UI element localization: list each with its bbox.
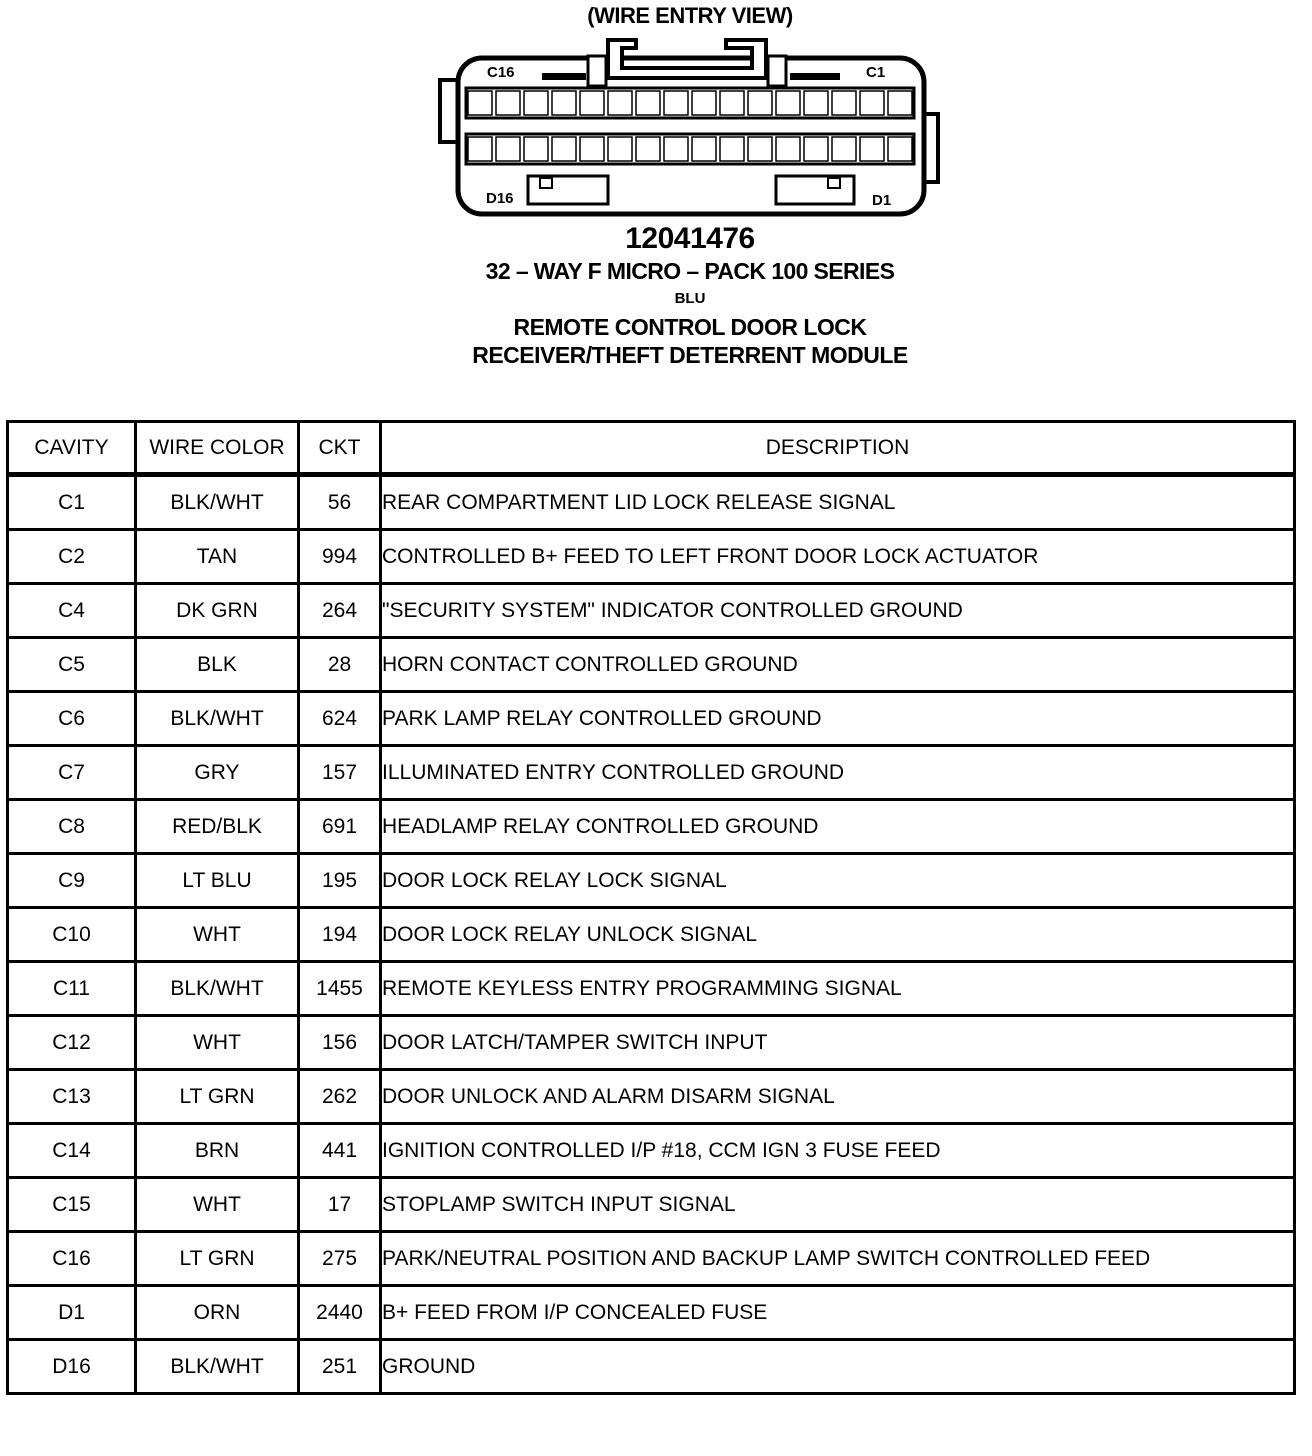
cavity [524,91,548,115]
cell-wire-color: DK GRN [136,584,299,638]
part-number: 12041476 [625,222,755,255]
cell-wire-color: BLK/WHT [136,962,299,1016]
table-row [8,1232,1295,1286]
cavity [748,137,772,161]
cell-wire-color: WHT [136,1178,299,1232]
table-row [8,1286,1295,1340]
cavity [720,137,744,161]
connector-diagram [430,30,950,225]
cavity [468,137,492,161]
cell-ckt: 441 [299,1124,381,1178]
cavity [524,137,548,161]
cavity [636,91,660,115]
table-row [8,1124,1295,1178]
cavity [860,91,884,115]
connector-type: 32 – WAY F MICRO – PACK 100 SERIES [485,258,895,284]
connector-latch-post-left [588,56,606,86]
cell-ckt: 157 [299,746,381,800]
label-c16: C16 [487,64,515,81]
module-name-line-1: REMOTE CONTROL DOOR LOCK [513,314,867,340]
cell-cavity: C14 [8,1124,136,1178]
cell-cavity: C16 [8,1232,136,1286]
cell-cavity: C5 [8,638,136,692]
cell-description: PARK LAMP RELAY CONTROLLED GROUND [381,692,1295,746]
table-row [8,962,1295,1016]
cavity [664,91,688,115]
cavity [776,91,800,115]
table-row [8,584,1295,638]
connector-key-right-notch [828,178,840,188]
cavity [580,91,604,115]
header-wire-color: WIRE COLOR [136,422,299,475]
table-row [8,692,1295,746]
cell-cavity: C6 [8,692,136,746]
cell-ckt: 156 [299,1016,381,1070]
cavity [804,137,828,161]
cell-description: REAR COMPARTMENT LID LOCK RELEASE SIGNAL [381,475,1295,530]
table-row [8,1070,1295,1124]
table-row [8,530,1295,584]
cell-description: PARK/NEUTRAL POSITION AND BACKUP LAMP SWITCH CONTROLLED FEED [381,1232,1295,1286]
cavity [888,137,912,161]
cavity [496,91,520,115]
view-label: (WIRE ENTRY VIEW) [587,3,793,28]
cell-description: "SECURITY SYSTEM" INDICATOR CONTROLLED GROUND [381,584,1295,638]
pinout-table [6,420,1296,1395]
cell-ckt: 17 [299,1178,381,1232]
cavity [608,91,632,115]
cavity [720,91,744,115]
table-row [8,1178,1295,1232]
cell-cavity: C13 [8,1070,136,1124]
table-row [8,638,1295,692]
cell-ckt: 994 [299,530,381,584]
label-d16: D16 [486,190,514,207]
cell-wire-color: ORN [136,1286,299,1340]
cavity [496,137,520,161]
cell-ckt: 56 [299,475,381,530]
cell-wire-color: BLK [136,638,299,692]
cell-description: DOOR LATCH/TAMPER SWITCH INPUT [381,1016,1295,1070]
connector-color: BLU [674,290,706,307]
cell-wire-color: WHT [136,1016,299,1070]
cell-description: DOOR LOCK RELAY LOCK SIGNAL [381,854,1295,908]
table-row [8,746,1295,800]
module-name-line-2: RECEIVER/THEFT DETERRENT MODULE [472,342,908,368]
table-row [8,1340,1295,1394]
cavity [608,137,632,161]
cell-wire-color: WHT [136,908,299,962]
cavity [776,137,800,161]
header-ckt: CKT [299,422,381,475]
cell-cavity: D16 [8,1340,136,1394]
label-c1: C1 [866,64,886,81]
cell-cavity: C7 [8,746,136,800]
cavity [748,91,772,115]
cell-ckt: 264 [299,584,381,638]
cell-description: STOPLAMP SWITCH INPUT SIGNAL [381,1178,1295,1232]
cavity [860,137,884,161]
cavity [636,137,660,161]
table-row [8,854,1295,908]
table-row [8,908,1295,962]
cavity [468,91,492,115]
connector-key-right [776,176,854,204]
cell-cavity: C12 [8,1016,136,1070]
header-cavity: CAVITY [8,422,136,475]
cell-ckt: 1455 [299,962,381,1016]
cell-cavity: C15 [8,1178,136,1232]
cell-wire-color: LT GRN [136,1232,299,1286]
cell-cavity: C4 [8,584,136,638]
cell-description: DOOR LOCK RELAY UNLOCK SIGNAL [381,908,1295,962]
cell-description: B+ FEED FROM I/P CONCEALED FUSE [381,1286,1295,1340]
cell-cavity: C1 [8,475,136,530]
cell-description: IGNITION CONTROLLED I/P #18, CCM IGN 3 FUSE FEED [381,1124,1295,1178]
cell-ckt: 251 [299,1340,381,1394]
cell-cavity: C10 [8,908,136,962]
cavity [804,91,828,115]
cell-wire-color: GRY [136,746,299,800]
cell-wire-color: BLK/WHT [136,475,299,530]
cell-ckt: 275 [299,1232,381,1286]
cell-description: DOOR UNLOCK AND ALARM DISARM SIGNAL [381,1070,1295,1124]
cell-wire-color: LT GRN [136,1070,299,1124]
cell-cavity: C2 [8,530,136,584]
cell-ckt: 2440 [299,1286,381,1340]
cell-wire-color: BLK/WHT [136,692,299,746]
table-header-row [8,422,1295,475]
cavity [552,91,576,115]
connector-key-bar-left [542,73,586,80]
cavity [832,91,856,115]
cell-wire-color: TAN [136,530,299,584]
cell-cavity: C9 [8,854,136,908]
cell-description: GROUND [381,1340,1295,1394]
cell-ckt: 262 [299,1070,381,1124]
table-row [8,800,1295,854]
cell-wire-color: LT BLU [136,854,299,908]
header-description: DESCRIPTION [381,422,1295,475]
connector-latch-post-right [768,56,786,86]
table-row [8,1016,1295,1070]
cell-description: CONTROLLED B+ FEED TO LEFT FRONT DOOR LOCK ACTUATOR [381,530,1295,584]
cell-cavity: C8 [8,800,136,854]
cavity [888,91,912,115]
connector-key-left-notch [540,178,552,188]
cavity [832,137,856,161]
connector-key-bar-right [790,73,840,80]
table-row [8,475,1295,530]
cell-ckt: 195 [299,854,381,908]
cell-cavity: C11 [8,962,136,1016]
label-d1: D1 [872,192,892,209]
cavity [692,91,716,115]
cell-description: HORN CONTACT CONTROLLED GROUND [381,638,1295,692]
cell-ckt: 194 [299,908,381,962]
cavity [664,137,688,161]
cell-cavity: D1 [8,1286,136,1340]
cell-wire-color: BRN [136,1124,299,1178]
cavity [692,137,716,161]
cell-ckt: 624 [299,692,381,746]
cell-description: REMOTE KEYLESS ENTRY PROGRAMMING SIGNAL [381,962,1295,1016]
cell-description: HEADLAMP RELAY CONTROLLED GROUND [381,800,1295,854]
cavity [580,137,604,161]
cell-wire-color: BLK/WHT [136,1340,299,1394]
cavity [552,137,576,161]
cell-description: ILLUMINATED ENTRY CONTROLLED GROUND [381,746,1295,800]
cell-wire-color: RED/BLK [136,800,299,854]
cell-ckt: 28 [299,638,381,692]
cell-ckt: 691 [299,800,381,854]
